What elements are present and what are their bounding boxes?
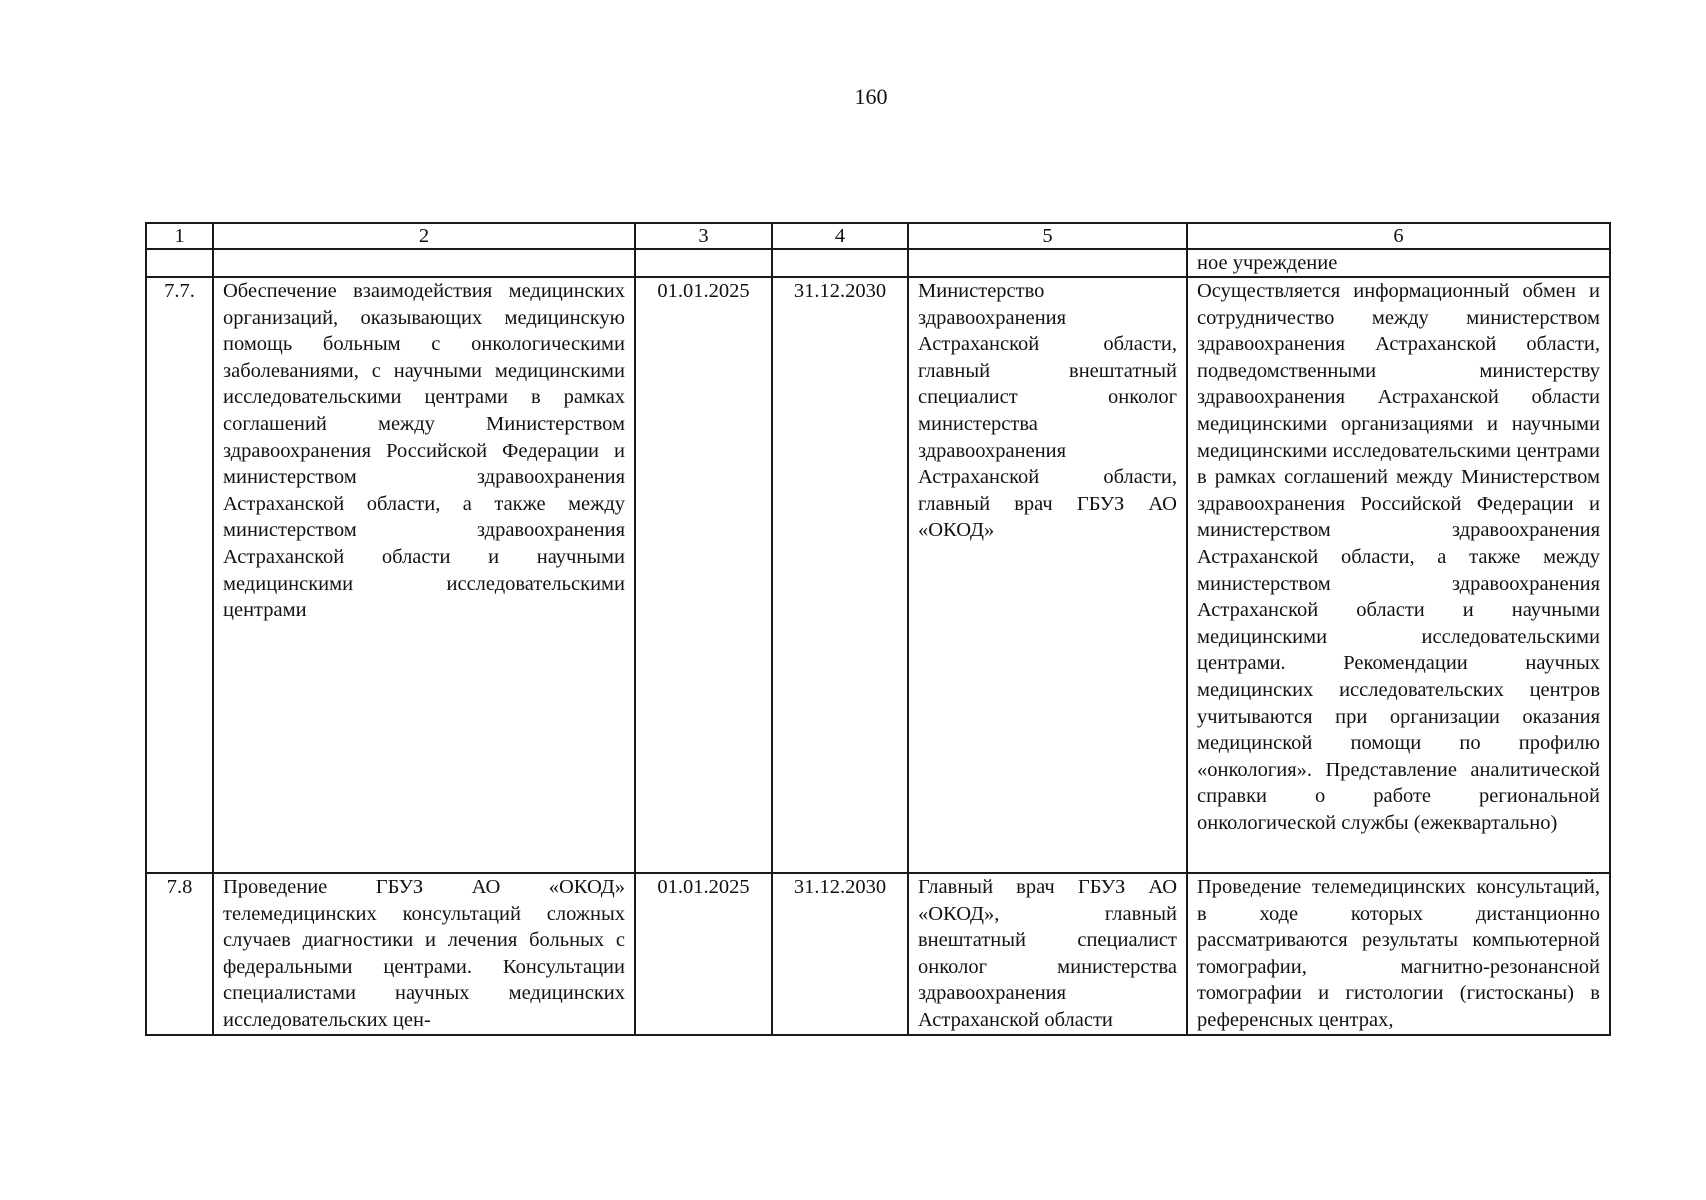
row-number: 7.8 <box>146 873 213 1035</box>
table-row <box>146 873 1610 1035</box>
end-date-cell: 31.12.2030 <box>772 873 908 1035</box>
end-date-cell: 31.12.2030 <box>772 277 908 873</box>
activity-cell: Проведение ГБУЗ АО «ОКОД» телемедицинских консультаций сложных случаев диагностики и лечения больных с федеральными центрами. Консультации специалистами научных медицинских исследовательских цен- <box>213 873 635 1035</box>
responsible-cell: Главный врач ГБУЗ АО «ОКОД», главный внештатный специалист онколог министерства здравоохранения Астраханской области <box>908 873 1187 1035</box>
responsible-cell: Министерство здравоохранения Астраханской области, главный внештатный специалист онколог министерства здравоохранения Астраханской области, главный врач ГБУЗ АО «ОКОД» <box>908 277 1187 873</box>
header-col-5: 5 <box>908 223 1187 249</box>
header-col-6: 6 <box>1187 223 1610 249</box>
continuation-cell-6: ное учреждение <box>1187 249 1610 277</box>
header-row <box>146 223 1610 249</box>
continuation-cell-5 <box>908 249 1187 277</box>
continuation-cell-2 <box>213 249 635 277</box>
header-col-3: 3 <box>635 223 772 249</box>
result-cell: Проведение телемедицинских консультаций, в ходе которых дистанционно рассматриваются результаты компьютерной томографии, магнитно-резонансной томографии и гистологии (гистосканы) в референсных центрах, <box>1187 873 1610 1035</box>
continuation-cell-1 <box>146 249 213 277</box>
row-number: 7.7. <box>146 277 213 873</box>
table-row <box>146 277 1610 873</box>
continuation-row <box>146 249 1610 277</box>
document-table <box>145 222 1611 1036</box>
page-number: 160 <box>854 84 888 109</box>
header-col-2: 2 <box>213 223 635 249</box>
activity-cell: Обеспечение взаимодействия медицинских организаций, оказывающих медицинскую помощь больным с онкологическими заболеваниями, с научными медицинскими исследовательскими центрами в рамках соглашений между Министерством здравоохранения Российской Федерации и министерством здравоохранения Астраханской области, а также между министерством здравоохранения Астраханской области и научными медицинскими исследовательскими центрами <box>213 277 635 873</box>
continuation-cell-3 <box>635 249 772 277</box>
continuation-cell-4 <box>772 249 908 277</box>
header-col-1: 1 <box>146 223 213 249</box>
result-cell: Осуществляется информационный обмен и сотрудничество между министерством здравоохранения Астраханской области, подведомственными министерству здравоохранения Астраханской области медицинскими организациями и научными медицинскими исследовательскими центрами в рамках соглашений между Министерством здравоохранения Российской Федерации и министерством здравоохранения Астраханской области, а также между министерством здравоохранения Астраханской области и научными медицинскими исследовательскими центрами. Рекомендации научных медицинских исследовательских центров учитываются при организации оказания медицинской помощи по профилю «онкология». Представление аналитической справки о работе региональной онкологической службы (ежеквартально) <box>1187 277 1610 873</box>
start-date-cell: 01.01.2025 <box>635 277 772 873</box>
header-col-4: 4 <box>772 223 908 249</box>
start-date-cell: 01.01.2025 <box>635 873 772 1035</box>
